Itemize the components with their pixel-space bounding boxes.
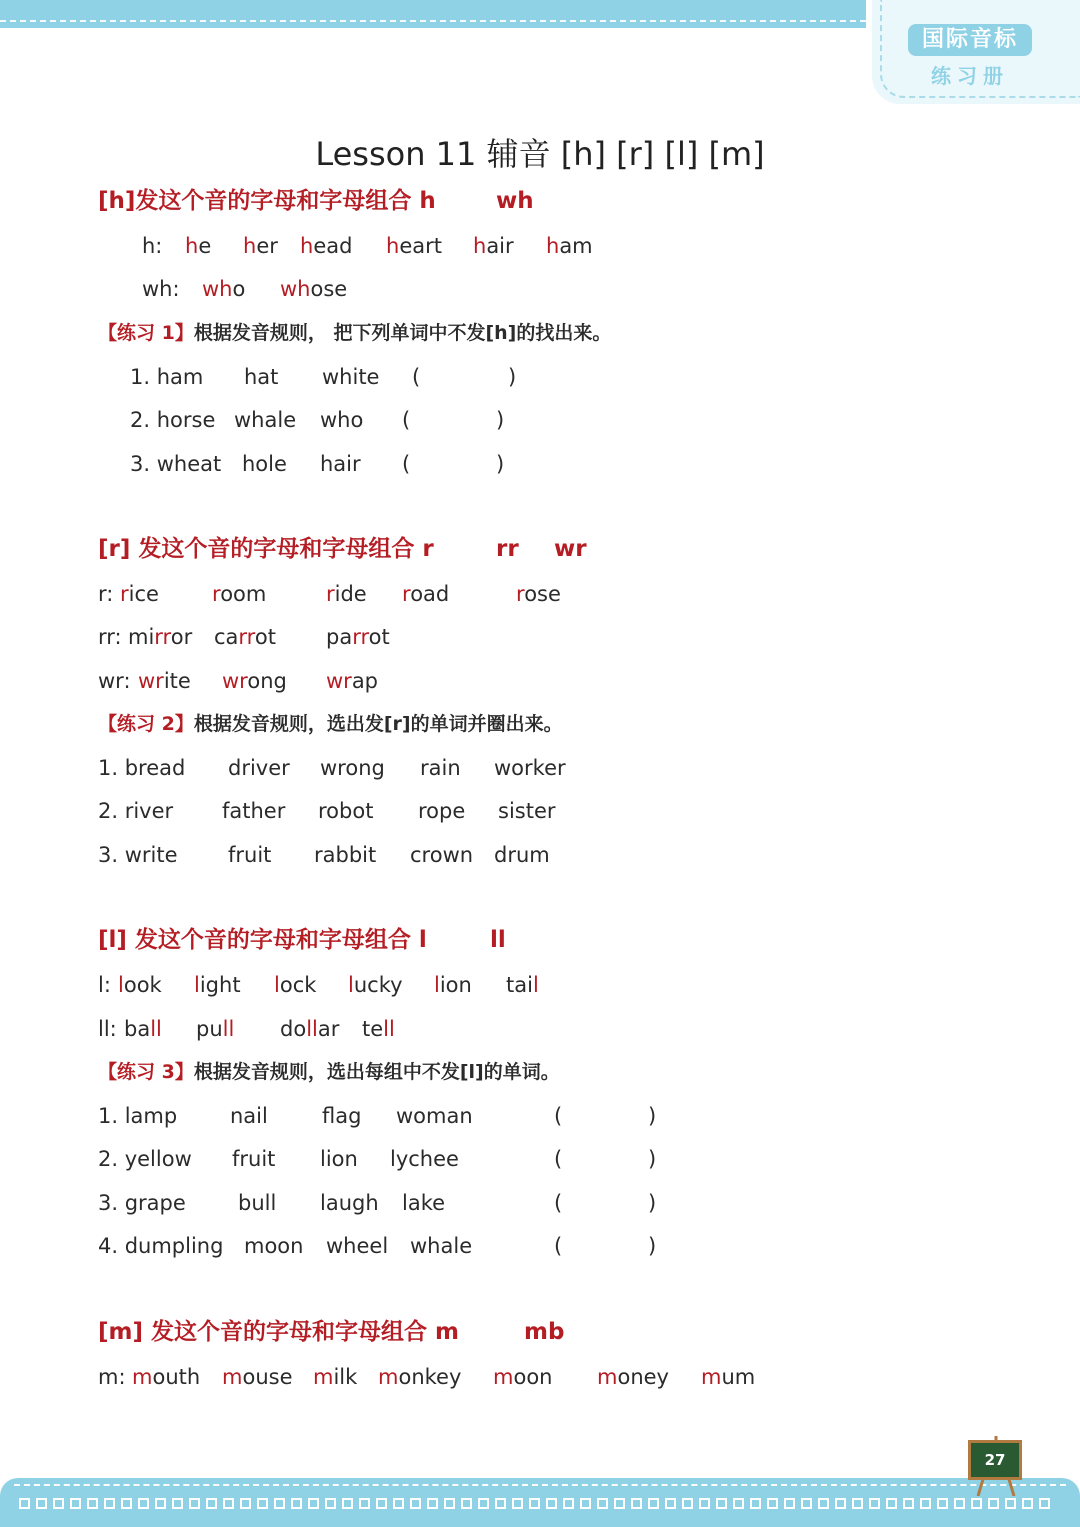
- answer-blank-open[interactable]: (: [402, 452, 411, 476]
- square-decoration: [818, 1498, 829, 1509]
- square-decoration: [682, 1498, 693, 1509]
- example-word: light: [194, 973, 241, 997]
- answer-blank-close: ): [648, 1104, 657, 1128]
- square-decoration: [869, 1498, 880, 1509]
- r-heading-combo: wr: [554, 536, 587, 562]
- item-word: 2. yellow: [98, 1147, 192, 1171]
- square-decoration: [291, 1498, 302, 1509]
- item-word: laugh: [320, 1191, 379, 1215]
- answer-blank-close: ): [648, 1147, 657, 1171]
- exercise-text: 根据发音规则， 把下列单词中不发[h]的找出来。: [193, 322, 612, 344]
- square-decoration: [155, 1498, 166, 1509]
- item-word: fruit: [232, 1147, 276, 1171]
- square-decoration: [801, 1498, 812, 1509]
- square-decoration: [257, 1498, 268, 1509]
- item-word[interactable]: 3. write: [98, 843, 178, 867]
- example-word: rose: [516, 582, 561, 606]
- item-word[interactable]: father: [222, 799, 286, 823]
- square-decoration: [427, 1498, 438, 1509]
- square-decoration: [954, 1498, 965, 1509]
- answer-blank-open[interactable]: (: [412, 365, 421, 389]
- item-word[interactable]: rope: [418, 799, 466, 823]
- square-decoration: [478, 1498, 489, 1509]
- square-decoration: [597, 1498, 608, 1509]
- example-word: monkey: [378, 1365, 462, 1389]
- item-word[interactable]: driver: [228, 756, 290, 780]
- item-word[interactable]: fruit: [228, 843, 272, 867]
- square-decoration: [665, 1498, 676, 1509]
- item-word: 3. grape: [98, 1191, 186, 1215]
- item-word[interactable]: worker: [494, 756, 566, 780]
- answer-blank-open[interactable]: (: [554, 1147, 563, 1171]
- example-word: hair: [473, 234, 514, 258]
- example-word: lucky: [348, 973, 403, 997]
- item-word[interactable]: 1. bread: [98, 756, 186, 780]
- example-word: mouse: [222, 1365, 293, 1389]
- square-decoration: [308, 1498, 319, 1509]
- square-decoration: [393, 1498, 404, 1509]
- example-word: carrot: [214, 625, 276, 649]
- square-decoration: [699, 1498, 710, 1509]
- exercise-3-instruction: [98, 1059, 560, 1085]
- example-word: who: [202, 277, 246, 301]
- answer-blank-close: ): [496, 408, 505, 432]
- item-word: wheel: [326, 1234, 389, 1258]
- square-decoration: [376, 1498, 387, 1509]
- m-heading-text: [m] 发这个音的字母和字母组合 m: [98, 1319, 459, 1345]
- square-decoration: [121, 1498, 132, 1509]
- l-heading-combo: ll: [490, 927, 506, 953]
- example-word: wrap: [326, 669, 379, 693]
- exercise-text: 根据发音规则，选出每组中不发[l]的单词。: [193, 1061, 560, 1083]
- square-decoration: [784, 1498, 795, 1509]
- example-word: look: [118, 973, 162, 997]
- item-word[interactable]: crown: [410, 843, 474, 867]
- example-word: ride: [326, 582, 367, 606]
- example-word: room: [212, 582, 267, 606]
- answer-blank-open[interactable]: (: [554, 1104, 563, 1128]
- square-decoration: [563, 1498, 574, 1509]
- square-decoration: [835, 1498, 846, 1509]
- square-decoration: [53, 1498, 64, 1509]
- example-word: ball: [124, 1017, 162, 1041]
- row-label: rr:: [98, 625, 122, 649]
- square-decoration: [240, 1498, 251, 1509]
- page-title: Lesson 11 辅音 [h] [r] [l] [m]: [315, 135, 765, 173]
- square-decoration: [733, 1498, 744, 1509]
- square-decoration: [546, 1498, 557, 1509]
- row-label: wh:: [142, 277, 180, 301]
- square-border-pattern: [16, 1496, 1064, 1512]
- example-word: write: [138, 669, 191, 693]
- item-word: who: [320, 408, 364, 432]
- item-word: 1. lamp: [98, 1104, 178, 1128]
- example-word: road: [402, 582, 450, 606]
- square-decoration: [70, 1498, 81, 1509]
- square-decoration: [614, 1498, 625, 1509]
- square-decoration: [529, 1498, 540, 1509]
- item-word: hat: [244, 365, 279, 389]
- row-label: h:: [142, 234, 163, 258]
- square-decoration: [512, 1498, 523, 1509]
- item-word: hair: [320, 452, 361, 476]
- badge-subtitle: 练习册: [931, 64, 1009, 88]
- square-decoration: [36, 1498, 47, 1509]
- square-decoration: [886, 1498, 897, 1509]
- square-decoration: [342, 1498, 353, 1509]
- item-word: hole: [242, 452, 287, 476]
- row-label: m:: [98, 1365, 126, 1389]
- square-decoration: [1039, 1498, 1050, 1509]
- square-decoration: [1022, 1498, 1033, 1509]
- example-word: money: [597, 1365, 669, 1389]
- top-decorative-band: [0, 0, 866, 28]
- item-word: white: [322, 365, 380, 389]
- square-decoration: [648, 1498, 659, 1509]
- item-word: moon: [244, 1234, 304, 1258]
- square-decoration: [138, 1498, 149, 1509]
- row-label: r:: [98, 582, 114, 606]
- square-decoration: [988, 1498, 999, 1509]
- example-word: whose: [280, 277, 348, 301]
- square-decoration: [19, 1498, 30, 1509]
- square-decoration: [359, 1498, 370, 1509]
- example-word: lock: [274, 973, 317, 997]
- square-decoration: [223, 1498, 234, 1509]
- example-word: ham: [546, 234, 593, 258]
- item-word: lake: [402, 1191, 446, 1215]
- example-word: heart: [386, 234, 442, 258]
- example-word: mouth: [132, 1365, 201, 1389]
- square-decoration: [920, 1498, 931, 1509]
- item-word[interactable]: wrong: [320, 756, 385, 780]
- square-decoration: [461, 1498, 472, 1509]
- example-word: milk: [313, 1365, 358, 1389]
- square-decoration: [716, 1498, 727, 1509]
- square-decoration: [903, 1498, 914, 1509]
- square-decoration: [325, 1498, 336, 1509]
- square-decoration: [87, 1498, 98, 1509]
- square-decoration: [274, 1498, 285, 1509]
- exercise-1-instruction: [98, 320, 611, 346]
- item-word[interactable]: 2. river: [98, 799, 174, 823]
- badge-title: 国际音标: [908, 24, 1032, 56]
- square-decoration: [1005, 1498, 1016, 1509]
- square-decoration: [495, 1498, 506, 1509]
- example-word: he: [185, 234, 212, 258]
- h-heading-text: [h]发这个音的字母和字母组合 h: [98, 188, 436, 214]
- example-word: moon: [493, 1365, 553, 1389]
- item-word: woman: [396, 1104, 473, 1128]
- square-decoration: [172, 1498, 183, 1509]
- exercise-tag: 【练习 2】: [98, 713, 194, 735]
- example-word: wrong: [222, 669, 287, 693]
- row-label: wr:: [98, 669, 131, 693]
- exercise-tag: 【练习 1】: [98, 322, 194, 344]
- square-decoration: [580, 1498, 591, 1509]
- example-word: parrot: [326, 625, 390, 649]
- page-number-board: 27: [968, 1440, 1022, 1480]
- item-word: 1. ham: [130, 365, 204, 389]
- item-word: nail: [230, 1104, 268, 1128]
- example-word: her: [243, 234, 278, 258]
- example-word: lion: [434, 973, 472, 997]
- square-decoration: [410, 1498, 421, 1509]
- row-label: ll:: [98, 1017, 117, 1041]
- exercise-text: 根据发音规则，选出发[r]的单词并圈出来。: [193, 713, 563, 735]
- example-word: dollar: [280, 1017, 340, 1041]
- item-word[interactable]: rabbit: [314, 843, 377, 867]
- example-word: mirror: [128, 625, 193, 649]
- item-word: flag: [322, 1104, 362, 1128]
- m-heading-combo: mb: [524, 1319, 565, 1345]
- answer-blank-close: ): [508, 365, 517, 389]
- item-word: lion: [320, 1147, 358, 1171]
- item-word[interactable]: robot: [318, 799, 374, 823]
- example-word: mum: [701, 1365, 756, 1389]
- answer-blank-open[interactable]: (: [554, 1234, 563, 1258]
- item-word[interactable]: drum: [494, 843, 550, 867]
- r-heading-combo: rr: [496, 536, 519, 562]
- h-heading-combo: wh: [496, 188, 534, 214]
- answer-blank-close: ): [496, 452, 505, 476]
- square-decoration: [631, 1498, 642, 1509]
- item-word: whale: [410, 1234, 473, 1258]
- answer-blank-close: ): [648, 1234, 657, 1258]
- item-word: lychee: [390, 1147, 459, 1171]
- answer-blank-close: ): [648, 1191, 657, 1215]
- square-decoration: [444, 1498, 455, 1509]
- exercise-tag: 【练习 3】: [98, 1061, 194, 1083]
- square-decoration: [750, 1498, 761, 1509]
- square-decoration: [852, 1498, 863, 1509]
- example-word: pull: [196, 1017, 235, 1041]
- item-word: whale: [234, 408, 297, 432]
- square-decoration: [189, 1498, 200, 1509]
- square-decoration: [971, 1498, 982, 1509]
- item-word: 2. horse: [130, 408, 216, 432]
- row-label: l:: [98, 973, 111, 997]
- item-word: 3. wheat: [130, 452, 222, 476]
- square-decoration: [937, 1498, 948, 1509]
- example-word: head: [300, 234, 353, 258]
- exercise-2-instruction: [98, 711, 563, 737]
- square-decoration: [206, 1498, 217, 1509]
- square-decoration: [104, 1498, 115, 1509]
- item-word: bull: [238, 1191, 277, 1215]
- example-word: rice: [120, 582, 159, 606]
- l-heading-text: [l] 发这个音的字母和字母组合 l: [98, 927, 427, 953]
- example-word: tail: [506, 973, 539, 997]
- square-decoration: [767, 1498, 778, 1509]
- r-heading-text: [r] 发这个音的字母和字母组合 r: [98, 536, 434, 562]
- item-word: 4. dumpling: [98, 1234, 224, 1258]
- example-word: tell: [362, 1017, 395, 1041]
- item-word[interactable]: sister: [498, 799, 556, 823]
- item-word[interactable]: rain: [420, 756, 461, 780]
- answer-blank-open[interactable]: (: [554, 1191, 563, 1215]
- answer-blank-open[interactable]: (: [402, 408, 411, 432]
